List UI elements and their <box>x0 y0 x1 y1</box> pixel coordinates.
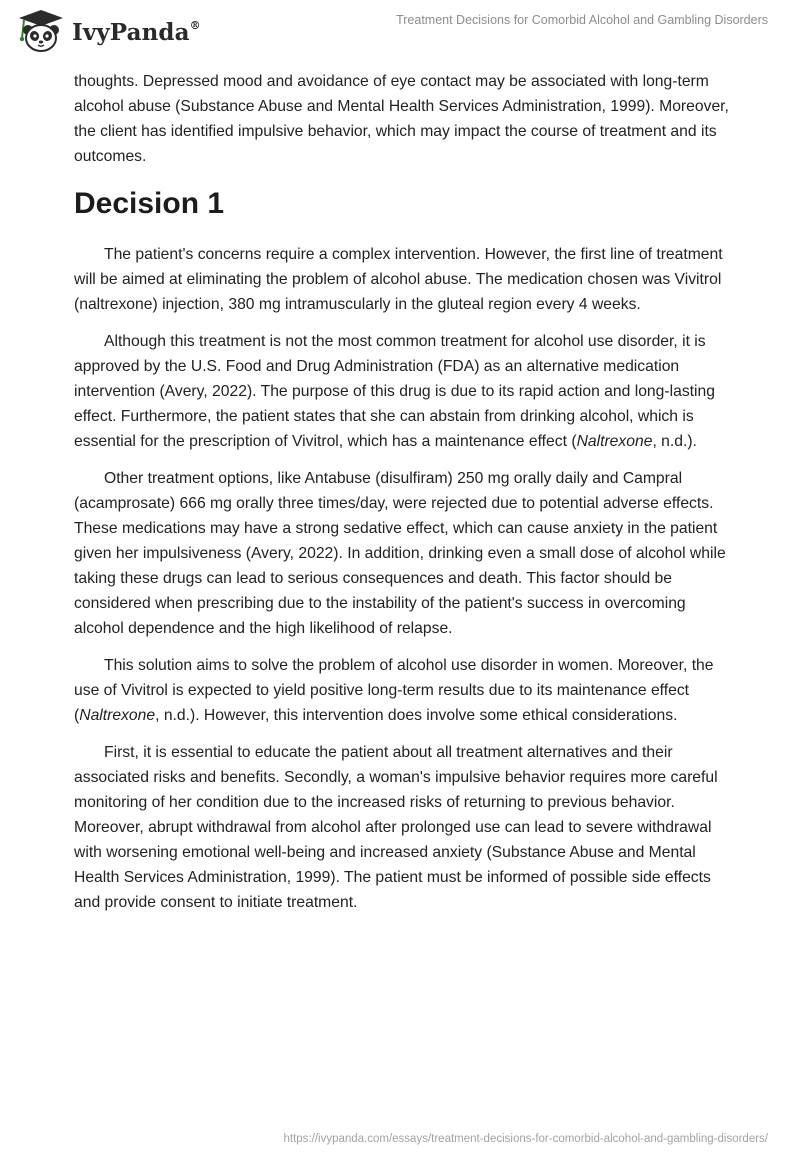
section-heading: Decision 1 <box>74 187 225 220</box>
paragraph-1: The patient's concerns require a complex intervention. However, the first line of treatment will be aimed at eliminating the problem of alcohol abuse. The medication chosen was Vivitrol (naltrexone) injection, 380 mg intramuscularly in the gluteal region every 4 weeks. <box>74 246 723 313</box>
paragraph-2-end: , n.d.). <box>652 433 697 450</box>
paragraph-4-text: This solution aims to solve the problem of alcohol use disorder in women. Moreover, the use of Vivitrol is expected to yield positive long-term results due to its maintenance effect ( <box>74 657 714 724</box>
citation-italic: Naltrexone <box>576 433 653 450</box>
citation-italic: Naltrexone <box>79 707 156 724</box>
paragraph-3: Other treatment options, like Antabuse (disulfiram) 250 mg orally daily and Campral (acamprosate) 666 mg orally three times/day, were rejected due to potential adverse effects. These medications may have a strong sedative effect, which can cause anxiety in the patient given her impulsiveness (Avery, 2022). In addition, drinking even a small dose of alcohol while taking these drugs can lead to serious consequences and death. This factor should be considered when prescribing due to the instability of the patient's success in overcoming alcohol dependence and the high likelihood of relapse. <box>74 470 726 637</box>
source-url[interactable]: https://ivypanda.com/essays/treatment-decisions-for-comorbid-alcohol-and-gambling-disorders/ <box>283 1133 768 1145</box>
paragraph-4 <box>74 653 734 728</box>
paragraph-4-end: , n.d.). However, this intervention does involve some ethical considerations. <box>155 707 678 724</box>
page-header <box>0 0 800 64</box>
intro-paragraph: thoughts. Depressed mood and avoidance of eye contact may be associated with long-term alcohol abuse (Substance Abuse and Mental Health Services Administration, 1999). Moreover, the client has identified impulsive behavior, which may impact the course of treatment and its outcomes. <box>74 73 729 165</box>
logo-wordmark: IvyPanda® <box>72 18 201 46</box>
logo[interactable] <box>16 8 201 54</box>
paragraph-2 <box>74 329 734 454</box>
document-title: Treatment Decisions for Comorbid Alcohol and Gambling Disorders <box>396 13 768 27</box>
panda-graduation-cap-icon <box>16 8 66 54</box>
essay-content <box>74 69 734 927</box>
paragraph-2-text: Although this treatment is not the most common treatment for alcohol use disorder, it is approved by the U.S. Food and Drug Administration (FDA) as an alternative medication intervention (Avery, 2022). The purpose of this drug is due to its rapid action and long-lasting effect. Furthermore, the patient states that she can abstain from drinking alcohol, which is essential for the prescription of Vivitrol, which has a maintenance effect ( <box>74 333 715 450</box>
registered-mark: ® <box>189 18 201 32</box>
paragraph-5: First, it is essential to educate the patient about all treatment alternatives and their associated risks and benefits. Secondly, a woman's impulsive behavior requires more careful monitoring of her condition due to the increased risks of returning to previous behavior. Moreover, abrupt withdrawal from alcohol after prolonged use can lead to severe withdrawal with worsening emotional well-being and increased anxiety (Substance Abuse and Mental Health Services Administration, 1999). The patient must be informed of possible side effects and provide consent to initiate treatment. <box>74 744 718 911</box>
